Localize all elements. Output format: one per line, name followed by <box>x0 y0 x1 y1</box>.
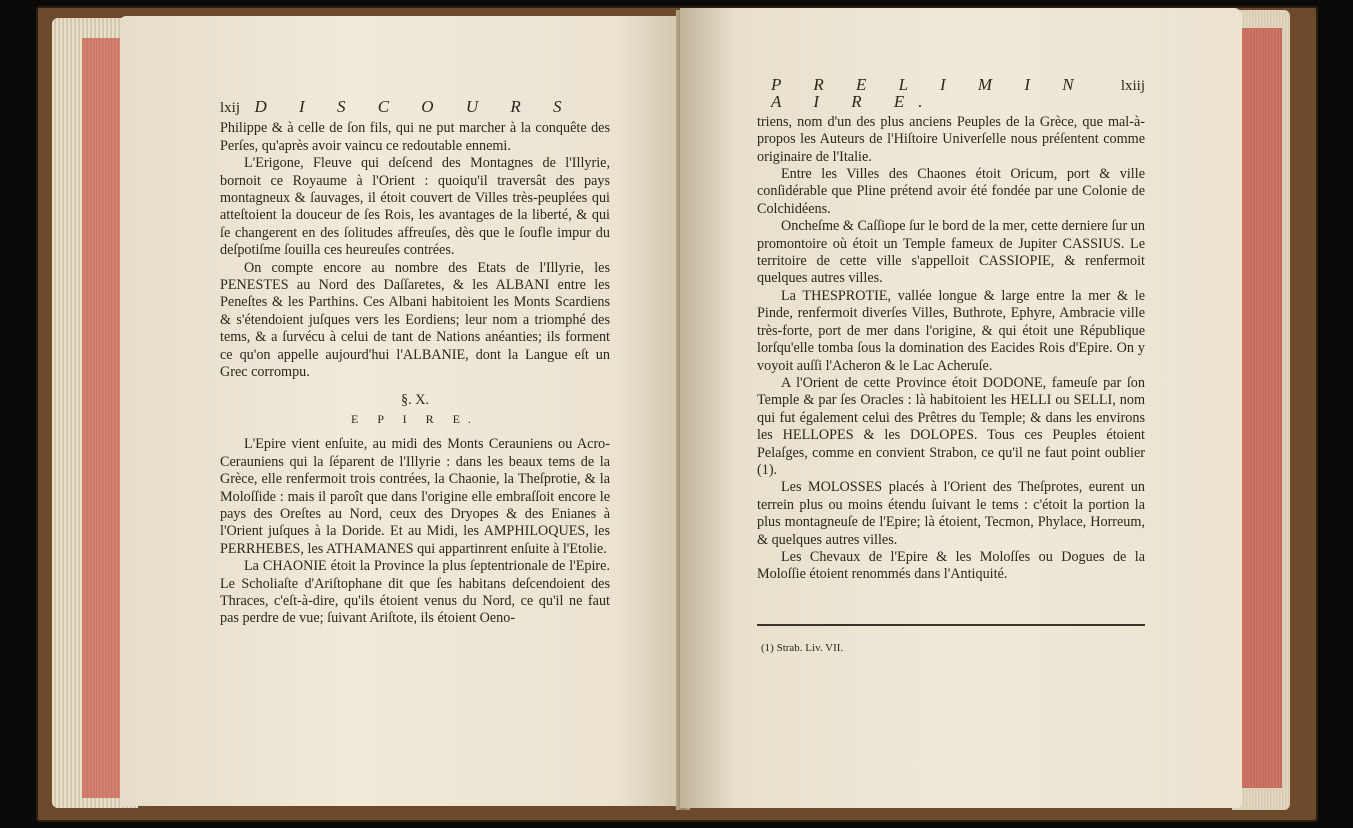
left-page-text <box>220 98 610 628</box>
right-page-header <box>757 76 1145 111</box>
paragraph: L'Epire vient enſuite, au midi des Monts Cerauniens ou Acro-Cerauniens qui la ſéparent de l'Illyrie : dans les beaux tems de la Grèce, elle renfermoit trois contrées, la Chaonie, la Theſprotie, & la Moloſſide : mais il paroît que dans l'origine elle embraſſoit encore le pays des Oreſtes au Nord, ceux des Dryopes & des Enianes à l'Orient juſques à la Doride. Et au Midi, les AMPHILOQUES, les PERRHEBES, les ATHAMANES qui appartinrent enſuite à l'Etolie. <box>220 436 610 557</box>
left-page <box>120 16 685 806</box>
left-page-header <box>220 98 610 117</box>
paragraph: Entre les Villes des Chaones étoit Oricum, port & ville conſidérable que Pline prétend avoir été fondée par une Colonie de Colchidéens. <box>757 166 1145 217</box>
paragraph: Oncheſme & Caſſiope ſur le bord de la mer, cette derniere ſur un promontoire où étoit un Temple fameux de Jupiter CASSIUS. Le territoire de cette ville s'appelloit CASSIOPIE, & renfermoit quelques autres villes. <box>757 218 1145 287</box>
footnote-rule <box>757 624 1145 626</box>
right-page <box>680 8 1242 808</box>
footnote: (1) Strab. Liv. VII. <box>761 641 844 654</box>
paragraph: Les Chevaux de l'Epire & les Moloſſes ou Dogues de la Moloſſie étoient renommés dans l'Antiquité. <box>757 548 1145 583</box>
paragraph: La CHAONIE étoit la Province la plus ſeptentrionale de l'Epire. Le Scholiaſte d'Ariſtophane dit que ſes habitans deſcendoient des Thraces, c'eſt-à-dire, qu'ils étoient venus du Nord, ce qu'il ne faut pas perdre de vue; ſuivant Ariſtote, ils étoient Oeno- <box>220 558 610 627</box>
paragraph: L'Erigone, Fleuve qui deſcend des Montagnes de l'Illyrie, bornoit ce Royaume à l'Orient : quoiqu'il traversât des pays montagneux & ſauvages, il étoit couvert de Villes très-peuplées qui atteſtoient la douceur de ſes Rois, les avantages de la liberté, & qui ſe changerent en des ſolitudes affreuſes, dès que le ſoufle impur du deſpotiſme ſouilla ces heureuſes contrées. <box>220 155 610 259</box>
red-edge-right <box>1242 28 1282 788</box>
running-title: D I S C O U R S <box>254 97 576 116</box>
section-heading: §. X. <box>401 391 429 408</box>
page-number: lxij <box>220 100 241 116</box>
paragraph: On compte encore au nombre des Etats de l'Illyrie, les PENESTES au Nord des Daſſaretes, & les ALBANI entre les Peneſtes & les Parthins. Ces Albani habitoient les Monts Scardiens & s'étendoient juſques vers les Eordiens; leur nom a triomphé des tems, & a ſurvécu à celui de tant de Nations anéanties; ils forment ce qu'on appelle aujourd'hui l'ALBANIE, dont la Langue eſt un Grec corrompu. <box>220 259 610 381</box>
paragraph: Philippe & à celle de ſon fils, qui ne put marcher à la conquête des Perſes, qu'après avoir vaincu ce redoutable ennemi. <box>220 120 610 154</box>
right-page-text <box>757 76 1145 657</box>
paragraph: La THESPROTIE, vallée longue & large entre la mer & le Pinde, renfermoit diverſes Villes, Buthrote, Ephyre, Ambracie ville très-forte, port de mer dans l'origine, & qui étoit une République lorſqu'elle tomba ſous la domination des Eacides Rois d'Epire. On y voyoit auſſi l'Acheron & le Lac Acheruſe. <box>757 287 1145 374</box>
paragraph: A l'Orient de cette Province étoit DODONE, fameuſe par ſon Temple & par ſes Oracles : là habitoient les HELLI ou SELLI, nom qui fut également celui des Prêtres du Temple; & dans les environs les HELLOPES & les DOLOPES. Tous ces Peuples étoient Pelaſges, comme en convient Strabon, ce qu'il ne faut point oublier (1). <box>757 374 1145 478</box>
paragraph: Les MOLOSSES placés à l'Orient des Theſprotes, eurent un terrein plus ou moins étendu ſuivant le tems : c'étoit la portion la plus montagneuſe de l'Epire; là étoient, Tecmon, Phylace, Horreum, & quelques autres villes. <box>757 479 1145 548</box>
running-title: P R E L I M I N A I R E. <box>771 75 1088 112</box>
red-edge-left <box>82 38 124 798</box>
page-number: lxiij <box>1120 78 1145 94</box>
section-subheading: E P I R E. <box>351 411 479 426</box>
paragraph: triens, nom d'un des plus anciens Peuples de la Grèce, que mal-à-propos les Auteurs de l'Hiſtoire Univerſelle nous préſentent comme originaire de l'Italie. <box>757 113 1145 165</box>
